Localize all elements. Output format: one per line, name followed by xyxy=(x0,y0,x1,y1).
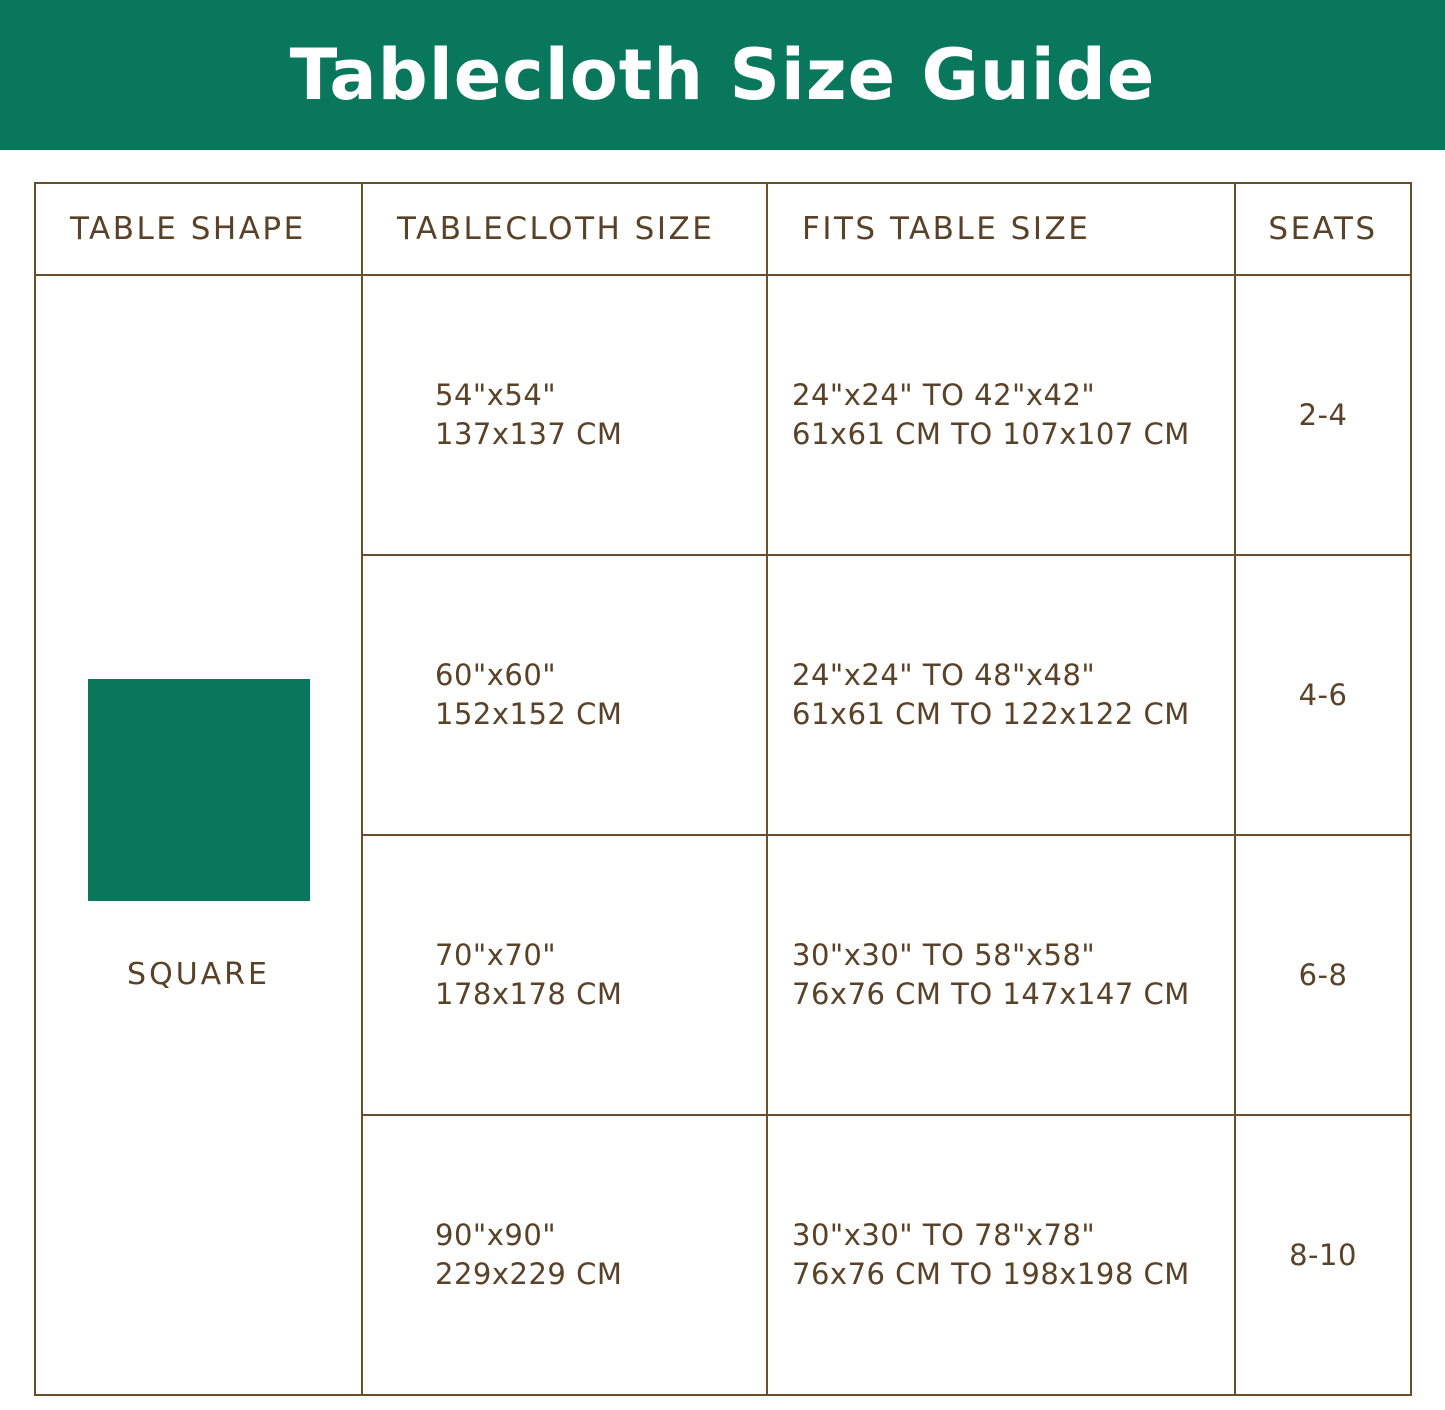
fits-size-cm: 61x61 CM TO 122x122 CM xyxy=(792,697,1190,731)
cloth-size-inches: 70"x70" xyxy=(435,937,557,972)
cloth-size-cell xyxy=(362,555,767,835)
fits-size-cm: 76x76 CM TO 147x147 CM xyxy=(792,977,1190,1011)
fits-size-inches: 24"x24" TO 42"x42" xyxy=(792,377,1096,412)
fits-size-inches: 24"x24" TO 48"x48" xyxy=(792,657,1096,692)
seats-cell: 6-8 xyxy=(1235,835,1411,1115)
cloth-size-cm: 229x229 CM xyxy=(435,1257,623,1291)
seats-cell: 4-6 xyxy=(1235,555,1411,835)
column-header-tablecloth-size: TABLECLOTH SIZE xyxy=(362,183,767,275)
table-body xyxy=(35,275,1411,1395)
size-guide-table xyxy=(34,182,1412,1396)
seats-cell: 2-4 xyxy=(1235,275,1411,555)
shape-label: SQUARE xyxy=(127,956,270,992)
cloth-size-cell xyxy=(362,835,767,1115)
cloth-size-inches: 54"x54" xyxy=(435,377,557,412)
cloth-size-inches: 60"x60" xyxy=(435,657,557,692)
fits-size-cell xyxy=(767,275,1235,555)
seats-cell: 8-10 xyxy=(1235,1115,1411,1395)
fits-size-cm: 76x76 CM TO 198x198 CM xyxy=(792,1257,1190,1291)
fits-size-cell xyxy=(767,555,1235,835)
fits-size-cell xyxy=(767,835,1235,1115)
column-header-table-shape: TABLE SHAPE xyxy=(35,183,362,275)
cloth-size-inches: 90"x90" xyxy=(435,1217,557,1252)
cloth-size-cm: 152x152 CM xyxy=(435,697,623,731)
fits-size-inches: 30"x30" TO 58"x58" xyxy=(792,937,1096,972)
column-header-fits-table-size: FITS TABLE SIZE xyxy=(767,183,1235,275)
header-banner xyxy=(0,0,1445,150)
cloth-size-cm: 137x137 CM xyxy=(435,417,623,451)
fits-size-cell xyxy=(767,1115,1235,1395)
fits-size-inches: 30"x30" TO 78"x78" xyxy=(792,1217,1096,1252)
column-header-seats: SEATS xyxy=(1235,183,1411,275)
cloth-size-cell xyxy=(362,1115,767,1395)
table-row xyxy=(35,275,1411,555)
table-container xyxy=(0,150,1445,1396)
table-header xyxy=(35,183,1411,275)
cloth-size-cell xyxy=(362,275,767,555)
cloth-size-cm: 178x178 CM xyxy=(435,977,623,1011)
fits-size-cm: 61x61 CM TO 107x107 CM xyxy=(792,417,1190,451)
table-header-row xyxy=(35,183,1411,275)
shape-cell-square xyxy=(35,275,362,1395)
page-title: Tablecloth Size Guide xyxy=(289,34,1156,116)
square-icon xyxy=(88,679,310,901)
